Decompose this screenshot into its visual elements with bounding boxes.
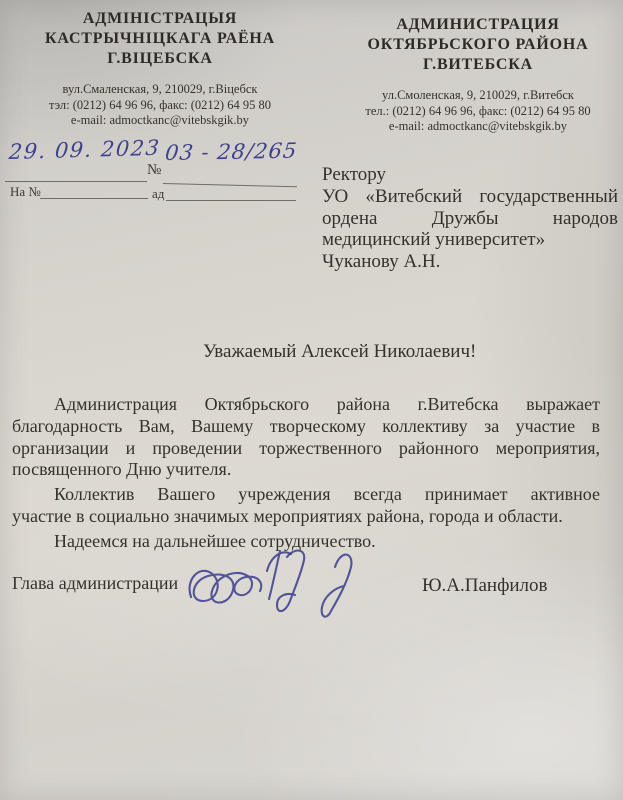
signature-scrawl [183, 540, 361, 628]
org-name-left [35, 9, 285, 69]
letterhead-right [347, 15, 609, 135]
body-line: Надеемся на дальнейшее сотрудничество. [54, 530, 376, 551]
signature-stroke [322, 555, 352, 617]
body-line: Коллектив Вашего учреждения всегда принимает активное [54, 484, 600, 505]
signature-stroke [277, 551, 304, 612]
org-name-line: АДМИНИСТРАЦИЯ [396, 16, 560, 33]
recipient-line: Ректору [322, 164, 387, 185]
recipient-line: ордена Дружбы народов [322, 207, 618, 229]
number-sign: № [147, 162, 162, 178]
signoff-name: Ю.А.Панфилов [422, 575, 548, 596]
ruled-line [40, 198, 148, 199]
signature-stroke [267, 551, 291, 599]
org-name-right [347, 15, 609, 75]
handwritten-outgoing-number: 03 - 28/265 [164, 138, 299, 165]
ruled-line [163, 183, 297, 187]
phone-fax-line: тел.: (0212) 64 96 96, факс: (0212) 64 95 80 [365, 103, 591, 118]
body-line: участие в социально значимых мероприятиях района, города и области. [12, 505, 563, 526]
signoff-title: Глава администрации [12, 573, 179, 593]
letterhead-left [35, 9, 285, 129]
ruled-line [5, 181, 147, 182]
recipient-line: Чуканову А.Н. [322, 251, 441, 273]
letter-body [12, 394, 600, 553]
salutation: Уважаемый Алексей Николаевич! [203, 341, 477, 362]
body-line: посвященного Дню учителя. [12, 459, 232, 480]
org-name-line: ОКТЯБРЬСКОГО РАЙОНА [367, 36, 589, 53]
phone-fax-line: тэл: (0212) 64 96 96, факс: (0212) 64 95 80 [49, 97, 271, 112]
body-line: организации и проведении торжественного районного мероприятия, [12, 437, 600, 458]
org-name-line: Г.ВИТЕБСКА [422, 56, 533, 73]
address-line: ул.Смоленская, 9, 210029, г.Витебск [382, 88, 574, 102]
address-line: вул.Смаленская, 9, 210029, г.Віцебск [62, 82, 258, 96]
handwritten-date: 29. 09. 2023 [8, 135, 162, 164]
email-line: e-mail: admoctkanc@vitebskgik.by [388, 119, 568, 133]
recipient-block [322, 164, 618, 273]
recipient-line: медицинский университет» [322, 229, 546, 251]
body-line: благодарность Вам, Вашему творческому коллективу за участие в [12, 415, 600, 436]
reply-from-label: ад [152, 186, 165, 201]
org-address-right [347, 88, 609, 135]
reply-number-label: На № [10, 184, 41, 199]
org-address-left [35, 82, 285, 129]
recipient-line: УО «Витебский государственный [322, 185, 618, 207]
org-name-line: Г.ВІЦЕБСКА [107, 50, 213, 67]
body-line: Администрация Октябрьского района г.Витебска выражает [54, 394, 600, 414]
org-name-line: АДМІНІСТРАЦЫЯ [82, 10, 238, 27]
ruled-line [166, 200, 296, 201]
signature-stroke [190, 571, 262, 603]
email-line: e-mail: admoctkanc@vitebskgik.by [70, 113, 250, 127]
org-name-line: КАСТРЫЧНІЦКАГА РАЁНА [44, 30, 276, 47]
